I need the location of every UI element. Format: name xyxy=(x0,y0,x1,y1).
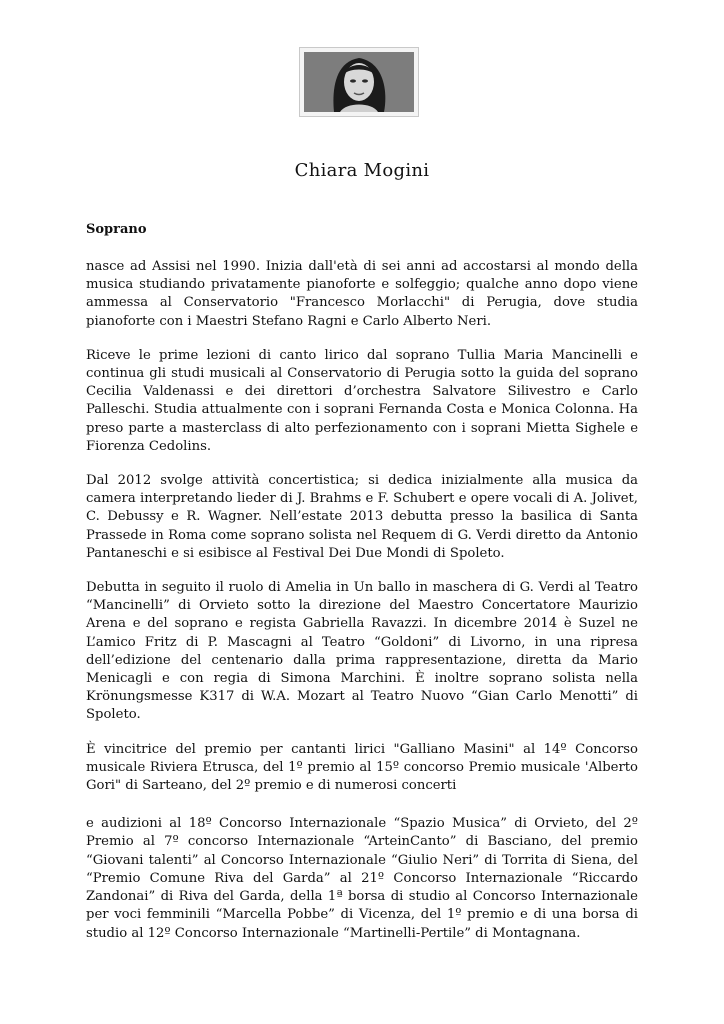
biography-paragraph: È vincitrice del premio per cantanti lirici "Galliano Masini" al 14º Concorso musicale Riviera Etrusca, del 1º premio al 15º concorso Premio musicale 'Alberto Gori" di Sarteano, del 2º premio e di numerosi concerti xyxy=(86,741,638,794)
biography-paragraph: Dal 2012 svolge attività concertistica; si dedica inizialmente alla musica da camera interpretando lieder di J. Brahms e F. Schubert e opere vocali di A. Jolivet, C. Debussy e R. Wagner. Nell’estate 2013 debutta presso la basilica di Santa Prassede in Roma come soprano solista nel Requem di G. Verdi diretto da Antonio Pantaneschi e si esibisce al Festival Dei Due Mondi di Spoleto. xyxy=(86,473,638,561)
biography-text xyxy=(86,258,638,959)
biography-paragraph: e audizioni al 18º Concorso Internazionale “Spazio Musica” di Orvieto, del 2º Premio al 7º concorso Internazionale “ArteinCanto” di Basciano, del premio “Giovani talenti” al Concorso Internazionale “Giulio Neri” di Torrita di Siena, del “Premio Comune Riva del Garda” al 21º Concorso Internazionale “Riccardo Zandonai” di Riva del Garda, della 1ª borsa di studio al Concorso Internazionale per voci femminili “Marcella Pobbe” di Vicenza, del 1º premio e di una borsa di studio al 12º Concorso Internazionale “Martinelli-Pertile” di Montagnana. xyxy=(86,816,638,941)
portrait-image xyxy=(304,52,414,112)
portrait-photo xyxy=(299,47,419,117)
biography-paragraph: Debutta in seguito il ruolo di Amelia in Un ballo in maschera di G. Verdi al Teatro “Mancinelli” di Orvieto sotto la direzione del Maestro Concertatore Maurizio Arena e del soprano e regista Gabriella Ravazzi. In dicembre 2014 è Suzel ne L’amico Fritz di P. Mascagni al Teatro “Goldoni” di Livorno, in una ripresa dell’edizione del centenario dalla prima rappresentazione, diretta da Mario Menicagli e con regia di Simona Marchini. È inoltre soprano solista nella Krönungsmesse K317 di W.A. Mozart al Teatro Nuovo “Gian Carlo Menotti” di Spoleto. xyxy=(86,580,638,723)
page-title: Chiara Mogini xyxy=(294,160,430,181)
biography-paragraph: Riceve le prime lezioni di canto lirico dal soprano Tullia Maria Mancinelli e continua gli studi musicali al Conservatorio di Perugia sotto la guida del soprano Cecilia Valdenassi e dei direttori d’orchestra Salvatore Silivestro e Carlo Palleschi. Studia attualmente con i soprani Fernanda Costa e Monica Colonna. Ha preso parte a masterclass di alto perfezionamento con i soprani Mietta Sighele e Fiorenza Cedolins. xyxy=(86,347,638,454)
biography-paragraph: nasce ad Assisi nel 1990. Inizia dall'età di sei anni ad accostarsi al mondo della musica studiando privatamente pianoforte e solfeggio; qualche anno dopo viene ammessa al Conservatorio "Francesco Morlacchi" di Perugia, dove studia pianoforte con i Maestri Stefano Ragni e Carlo Alberto Neri. xyxy=(86,259,638,329)
voice-type-heading: Soprano xyxy=(86,222,147,237)
